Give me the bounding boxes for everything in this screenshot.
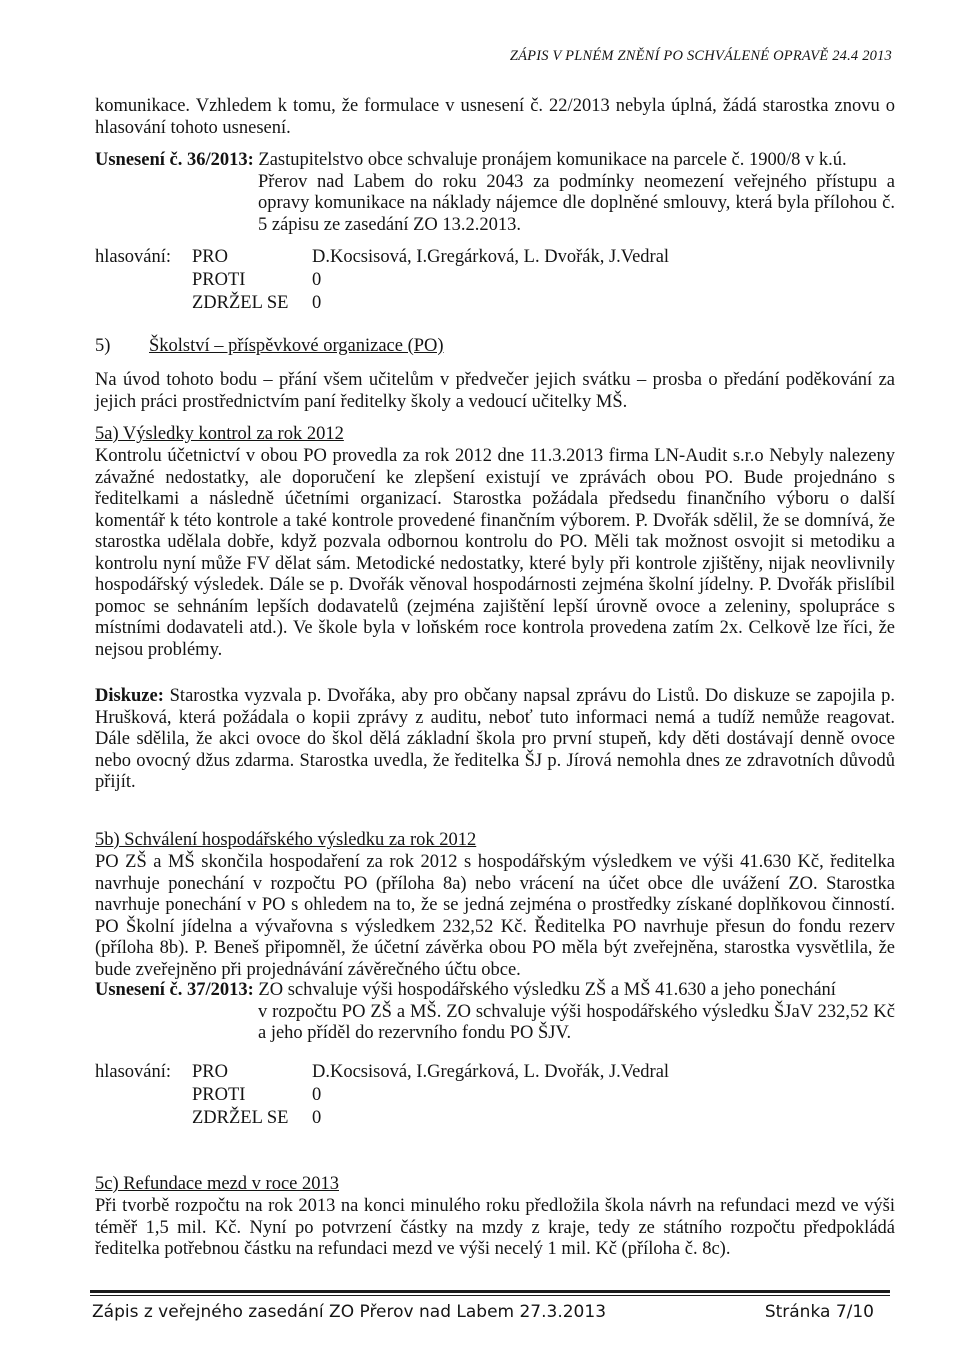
section-5-title: Školství – příspěvkové organizace (PO) (149, 336, 444, 356)
resolution-37-first-line: ZO schvaluje výši hospodářského výsledku ZŠ a MŠ 41.630 a jeho ponechání (258, 980, 836, 1000)
section-5a-text: Kontrolu účetnictví v obou PO provedla za rok 2012 dne 11.3.2013 firma LN-Audit s.r.o Nebyly nalezeny závažné nedostatky, ale doporučení ke zlepšení existují ve zprávách obou PO. Bude projednáno s ředitelkami a následně účetními organizací. Starostka požádala předsedu finančního výboru o další komentář k této kontrole a také kontrole provedené finančním výborem. P. Dvořák sdělil, že se domnívá, že starostka udělala dobře, když pozvala odbornou kontrolu do PO. Měli tak možnost osvojit si metodiku a kontrolu nyní může FV dělat sám. Metodické nedostatky, které byly při kontrole zjištěny, nijak neovlivnily hospodářský výsledek. Dále se p. Dvořák věnoval hospodárnosti zejména školní jídelny. P. Dvořák přislíbil pomoc se sehnáním lepších dodavatelů (zejména zajištění lepší úrovně ovoce a zeleniny, spolupráce s místními dodavateli atd.). Ve škole byla v loňském roce kontrola provedena zatím 2x. Celkově lze říci, že nejsou problémy. (95, 446, 895, 660)
vote-36-zdrzel-label: ZDRŽEL SE (192, 293, 289, 313)
vote-37 (95, 1062, 895, 1132)
resolution-37-text: v rozpočtu PO ZŠ a MŠ. ZO schvaluje výši hospodářského výsledku ŠJaV 232,52 Kč a jeho příděl do rezervního fondu PO ŠJV. (258, 1001, 895, 1043)
diskuze-label: Diskuze: (95, 686, 164, 706)
vote-37-pro-value: D.Kocsisová, I.Gregárková, L. Dvořák, J.Vedral (312, 1062, 670, 1082)
section-5a-title: 5a) Výsledky kontrol za rok 2012 (95, 424, 344, 444)
page-header: ZÁPIS V PLNÉM ZNĚNÍ PO SCHVÁLENÉ OPRAVĚ 24.4 2013 (509, 48, 892, 64)
vote-36-pro-value: D.Kocsisová, I.Gregárková, L. Dvořák, J.Vedral (312, 247, 670, 267)
resolution-37 (95, 980, 895, 1050)
vote-36-proti-value: 0 (312, 270, 322, 290)
vote-37-label: hlasování: (95, 1062, 172, 1082)
resolution-36 (95, 150, 895, 242)
vote-36-pro-label: PRO (192, 247, 228, 267)
section-5-intro: Na úvod tohoto bodu – přání všem učitelům v předvečer jejich svátku – prosba o předání poděkování za jejich práci prostřednictvím paní ředitelky školy a vedoucí učitelky MŠ. (95, 370, 895, 412)
footer-rule-thick (90, 1290, 890, 1293)
section-5-heading (95, 336, 795, 358)
vote-36-zdrzel-value: 0 (312, 293, 322, 313)
resolution-36-text: Přerov nad Labem do roku 2043 za podmínky neomezení veřejného přístupu a opravy komunikace na náklady nájemce dle doplněné smlouvy, která byla přílohou č. 5 zápisu ze zasedání ZO 13.2.2013. (258, 171, 895, 235)
vote-36-label: hlasování: (95, 247, 172, 267)
resolution-37-label: Usnesení č. 37/2013: (95, 980, 254, 1000)
vote-37-pro-label: PRO (192, 1062, 228, 1082)
footer-rule-thin (90, 1295, 890, 1296)
resolution-36-first-line: Zastupitelstvo obce schvaluje pronájem komunikace na parcele č. 1900/8 v k.ú. (258, 150, 847, 170)
section-5c-title: 5c) Refundace mezd v roce 2013 (95, 1174, 339, 1194)
section-5b-title: 5b) Schválení hospodářského výsledku za rok 2012 (95, 830, 477, 850)
vote-36 (95, 247, 895, 317)
vote-37-proti-label: PROTI (192, 1085, 246, 1105)
resolution-36-label: Usnesení č. 36/2013: (95, 150, 254, 170)
vote-36-proti-label: PROTI (192, 270, 246, 290)
diskuze-text: Starostka vyzvala p. Dvořáka, aby pro občany napsal zprávu do Listů. Do diskuze se zapojila p. Hrušková, která požádala o kopii zprávy z auditu, neboť tuto informaci nemá a tudíž nemůže reagovat. Dále sdělila, že akci ovoce do škol dělá základní škola pro první stupeň, kdy děti dostávají denně ovoce nebo ovocný džus zdarma. Starostka uvedla, že ředitelka ŠJ p. Jírová nemohla dnes ze zdravotních důvodů přijít. (95, 686, 896, 792)
vote-37-proti-value: 0 (312, 1085, 322, 1105)
section-5-number: 5) (95, 336, 111, 356)
footer-page-number: Stránka 7/10 (764, 1302, 874, 1322)
intro-paragraph: komunikace. Vzhledem k tomu, že formulace v usnesení č. 22/2013 nebyla úplná, žádá starostka znovu o hlasování tohoto usnesení. (95, 96, 895, 138)
section-5b-text: PO ZŠ a MŠ skončila hospodaření za rok 2012 s hospodářským výsledkem ve výši 41.630 Kč, ředitelka navrhuje ponechání v rozpočtu PO (příloha 8a) nebo vrácení na účet obce dle uvážení ZO. Starostka navrhuje ponechání v PO s ohledem na to, že se jedná zejména o prostředky získané doplňkovou činností. PO Školní jídelna a vývařovna s výsledkem 232,52 Kč. Ředitelka PO navrhuje přesun do fondu rezerv (příloha 8b). P. Beneš připomněl, že účetní závěrka obou PO měla být zveřejněna, starostka vysvětlila, že bude zveřejněno při projednávání závěrečného účtu obce. (95, 852, 895, 980)
vote-37-zdrzel-label: ZDRŽEL SE (192, 1108, 289, 1128)
diskuze-paragraph (95, 686, 895, 794)
vote-37-zdrzel-value: 0 (312, 1108, 322, 1128)
footer-title: Zápis z veřejného zasedání ZO Přerov nad Labem 27.3.2013 (92, 1302, 607, 1322)
section-5c-text: Při tvorbě rozpočtu na rok 2013 na konci minulého roku předložila škola návrh na refundaci mezd ve výši téměř 1,5 mil. Kč. Nyní po potvrzení částky na mzdy z kraje, tedy ze státního rozpočtu předpokládá ředitelka potřebnou částku na refundaci mezd ve výši necelý 1 mil. Kč (příloha č. 8c). (95, 1196, 895, 1259)
